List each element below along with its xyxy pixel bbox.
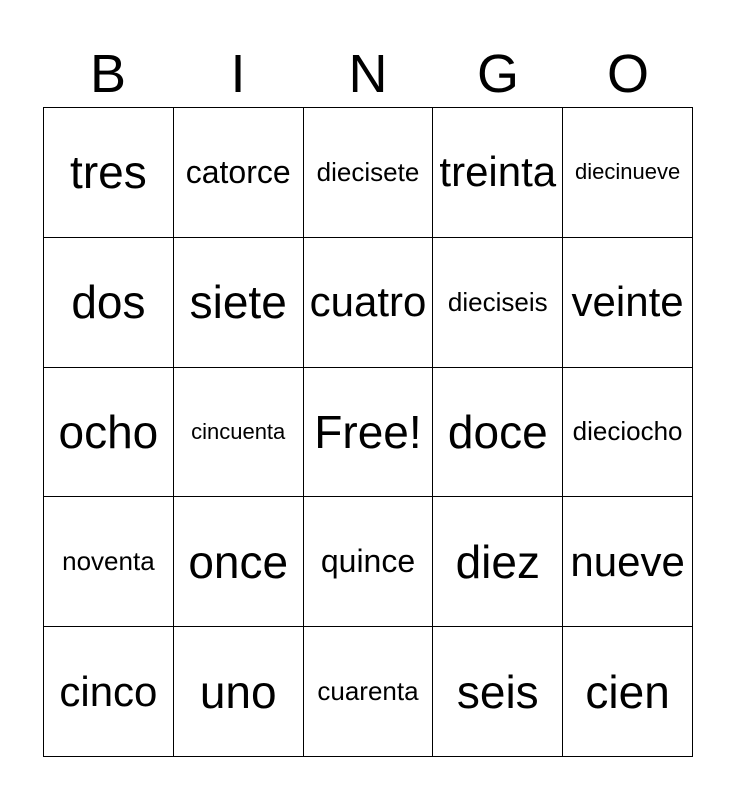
bingo-cell[interactable]: dos xyxy=(44,238,174,368)
bingo-cell[interactable]: cinco xyxy=(44,627,174,757)
bingo-cell[interactable]: seis xyxy=(433,627,563,757)
bingo-cell[interactable]: nueve xyxy=(563,497,693,627)
bingo-cell[interactable]: ocho xyxy=(44,368,174,498)
bingo-cell[interactable]: diecisete xyxy=(304,108,434,238)
bingo-cell[interactable]: doce xyxy=(433,368,563,498)
bingo-cell[interactable]: cien xyxy=(563,627,693,757)
header-letter-g: G xyxy=(476,44,519,104)
bingo-cell[interactable]: uno xyxy=(174,627,304,757)
bingo-cell[interactable]: tres xyxy=(44,108,174,238)
header-letter-i: I xyxy=(230,44,246,104)
bingo-cell[interactable]: noventa xyxy=(44,497,174,627)
bingo-cell[interactable]: cuarenta xyxy=(304,627,434,757)
bingo-cell[interactable]: diez xyxy=(433,497,563,627)
bingo-cell[interactable]: siete xyxy=(174,238,304,368)
bingo-cell[interactable]: dieciocho xyxy=(563,368,693,498)
bingo-cell[interactable]: cincuenta xyxy=(174,368,304,498)
bingo-board xyxy=(43,107,693,757)
bingo-cell[interactable]: dieciseis xyxy=(433,238,563,368)
bingo-cell[interactable]: veinte xyxy=(563,238,693,368)
free-space-cell[interactable]: Free! xyxy=(304,368,434,498)
bingo-cell[interactable]: catorce xyxy=(174,108,304,238)
header-letter-o: O xyxy=(606,44,649,104)
bingo-cell[interactable]: once xyxy=(174,497,304,627)
bingo-cell[interactable]: treinta xyxy=(433,108,563,238)
header-letter-n: N xyxy=(348,44,388,104)
bingo-cell[interactable]: quince xyxy=(304,497,434,627)
header-letter-b: B xyxy=(89,44,127,104)
bingo-cell[interactable]: cuatro xyxy=(304,238,434,368)
bingo-header xyxy=(43,40,693,108)
bingo-cell[interactable]: diecinueve xyxy=(563,108,693,238)
